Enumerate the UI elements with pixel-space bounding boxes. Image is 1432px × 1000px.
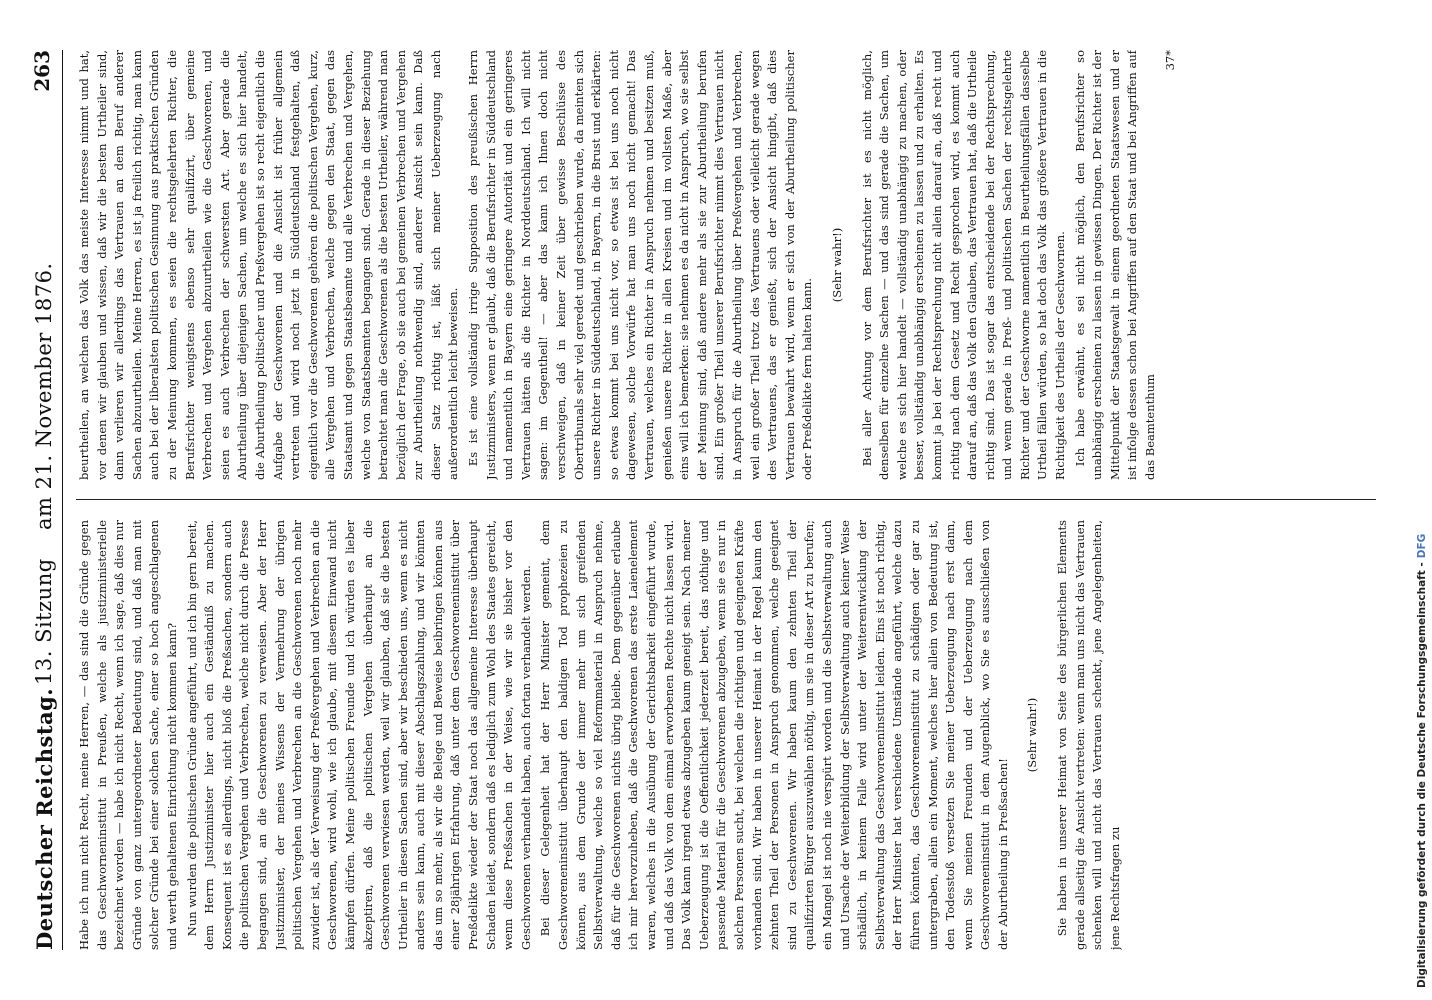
sitting-label: 13. Sitzung — [32, 558, 56, 685]
interjection: (Sehr wahr!) — [1025, 697, 1040, 773]
paragraph: Bei dieser Gelegenheit hat der Herr Minister gemeint, dem Geschworeneninstitut überhaupt den baldigen Tod prophezeien zu können, aus dem Grunde der immer mehr um sich greifenden Selbstverwaltung, welche so viel Reformmaterial in Anspruch nehme, daß für die Geschworenen nichts übrig bleibe. Dem gegenüber erlaube ich mir hervorzuheben, daß die Geschworenen das erste Laienelement waren, welches in die Ausübung der Gerichtsbarkeit eingeführt wurde, und daß das Volk von dem einmal erworbenen Rechte nicht lassen wird. Das Volk kann irgend etwas abzugeben kaum geneigt sein. Nach meiner Ueberzeugung ist die Oeffentlichkeit jederzeit bereit, das nöthige und passende Material für die Geschworenen abzugeben, wenn sie es nur in solchen Personen sucht, bei welchen die richtigen und geeigneten Kräfte vorhanden sind. Wir haben in unserer Heimat in der Regel kaum den zehnten Theil der Personen in Anspruch genommen, welche geeignet sind zu Geschworenen. Wir haben kaum den zehnten Theil der qualifizirten Bürger auszuwählen nöthig, um sie in dieser Art zu berufen; ein Mangel ist noch nie verspürt worden und die Selbstverwaltung auch und Ursache der Weiterbildung der Selbstverwaltung auch keiner Weise schädlich, in keinem Falle wird unter der Weiterentwicklung der Selbstverwaltung das Geschworeneninstitut leiden. Eins ist noch richtig, der Herr Minister hat verschiedene Umstände angeführt, welche dazu führen könnten, das Geschworeneninstitut zu schädigen oder gar zu untergraben, allein ein Moment, welches hier allein von Bedeutung ist, den Todesstoß versetzen Sie meiner Ueberzeugung nach erst dann, wenn Sie meinen Freunden und der Ueberzeugung nach dem Geschworeneninstitut in dem Augenblick, wo Sie es ausschließen von der Aburtheilung in Preßsachen! — [538, 520, 1010, 950]
paragraph: Habe ich nun nicht Recht, meine Herren, — das sind die Gründe gegen das Geschworneninstitut in Preußen, welche als justizministerielle bezeichnet worden — habe ich nicht Recht, wenn ich sage, daß dies nur Gründe von ganz untergeordneter Bedeutung sind, und daß man mit solcher Gründe bei einer solchen Sache, einer so hoch angeschlagenen und werth gehaltenen Einrichtung nicht kommen kann? — [77, 520, 179, 950]
paragraph: Sie haben in unserer Heimat von Seite des bürgerlichen Elements gerade allseitig die Ansicht vertreten: wenn man uns nicht das Vertrauen schenken will und nicht das Vertrauen schenkt, jene Angelegenheiten, jene Rechtsfragen zu — [1055, 520, 1122, 950]
left-column — [76, 520, 1376, 950]
paragraph: Nun wurden die politischen Gründe angeführt, und ich bin gern bereit, dem Herrn Justizminister hier auch ein Geständniß zu machen. Konsequent ist es allerdings, nicht bloß die Preßsachen, sondern auch die politischen Vergehen und Verbrechen, welche nicht durch die Presse begangen sind, an die Geschworenen zu verweisen. Aber der Herr Justizminister, der meines Wissens der Vermehrung der übrigen politischen Vergehen und Verbrechen an die Geschworenen noch mehr zuwider ist, als der Verweisung der Preßvergehen und Verbrechen an die Geschworenen, wird wohl, wie ich glaube, mit diesem Einwand nicht kämpfen dürfen. Meine politischen Freunde und ich würden es lieber akzeptiren, daß die politischen Vergehen überhaupt an die Geschworenen verwiesen werden, weil wir glauben, daß sie die besten Urtheiler in diesen Sachen sind, aber wir beschieden uns, wenn es nicht anders sein kann, auch mit dieser Abschlagszahlung, und wir könnten das um so mehr, als wir die Belege und Beweise beibringen können aus einer 28jährigen Erfahrung, daß unter dem Geschworeneninstitut über Preßdelikte wieder der Staat noch das allgemeine Interesse überhaupt Schaden leidet, sondern daß es lediglich zum Wohl des Staates gereicht, wenn diese Preßsachen in der Weise, wie wir sie bisher vor den Geschworenen verhandelt haben, auch fortan verhandelt werden. — [184, 520, 533, 950]
page-content — [20, 10, 1400, 970]
dfg-logo: DFG — [1416, 533, 1428, 559]
paragraph: beurtheilen, an welchen das Volk das meiste Interesse nimmt und hat, vor denen wir glauben und wissen, daß wir die besten Urtheiler sind, dann verlieren wir allerdings das Vertrauen an dem Beruf anderer Sachen abzuurtheilen. Meine Herren, es ist ja freilich richtig, man kann auch bei der liberalsten politischen Gesinnung aus praktischen Gründen zu der Meinung kommen, es seien die rechtsgelehrten Richter, die Berufsrichter wenigstens ebenso sehr qualifizirt, über gemeine Verbrechen und Vergehen abzuurtheilen wie die Geschworenen, und seien es auch Verbrechen der schwersten Art. Aber gerade die Aburtheilung über diejenigen Sachen, um welche es sich hier handelt, die Aburtheilung politischer und Preßvergehen ist so recht eigentlich die Aufgabe der Geschworenen und die Ansicht ist früher allgemein vertreten und wird noch jetzt in Süddeutschland festgehalten, daß eigentlich vor die Geschworenen gehören die politischen Vergehen, kurz, alle Vergehen und Verbrechen, welche gegen den Staat, gegen das Staatsamt und gegen Staatsbeamte und alle Verbrechen und Vergehen, welche von Staatsbeamten begangen sind. Gerade in dieser Beziehung betrachtet man die Geschworenen als die besten Urtheiler, während man bezüglich der Frage, ob sie auch bei gemeinen Verbrechen und Vergehen zur Aburtheilung nothwendig sind, anderer Ansicht sein kann. Daß dieser Satz richtig ist, läßt sich meiner Ueberzeugung nach außerordentlich leicht beweisen. — [77, 50, 461, 480]
running-header — [24, 50, 64, 950]
signature-mark: 37* — [1162, 50, 1177, 71]
header-rule — [62, 50, 63, 950]
funding-credit — [1407, 10, 1429, 990]
page-number: 263 — [30, 50, 54, 92]
publication-title: Deutscher Reichstag. — [32, 687, 57, 950]
paragraph: Ich habe erwähnt, es sei nicht möglich, den Berufsrichter so unabhängig erscheinen zu lassen in gewissen Dingen. Der Richter ist der Mittelpunkt der Staatsgewalt in einem geordneten Staatswesen und er ist infolge dessen schon bei Angriffen auf den Staat und bei Angriffen auf das Beamtenthum — [1072, 50, 1158, 480]
credit-text: Digitalisierung gefördert durch die Deutsche Forschungsgemeinschaft - — [1416, 562, 1428, 988]
right-column — [76, 50, 1376, 480]
credit-line — [1411, 8, 1432, 988]
sitting-date: am 21. November 1876. — [32, 262, 56, 530]
interjection: (Sehr wahr!) — [829, 227, 844, 303]
paragraph: Bei aller Achtung vor dem Berufsrichter ist es nicht möglich, denselben für einzelne Sachen — und das sind gerade die Sachen, um welche es sich hier handelt — vollständig unabhängig zu machen, oder besser, vollständig unabhängig erscheinen zu lassen und zu erhalten. Es kommt ja bei der Rechtsprechung nicht allein darauf an, daß recht und richtig nach dem Gesetz und Recht gesprochen wird, es kommt auch darauf an, daß das Volk den Glauben, das Vertrauen hat, daß die Urtheile richtig sind. Das ist sogar das entscheidende bei der Rechtsprechung, und wenn gerade in Preß- und politischen Sachen der rechtsgelehrte Richter und der Geschworne namentlich in Beurtheilungsfällen dasselbe Urtheil fällen würden, so hat doch das Volk das größere Vertrauen in die Richtigkeit des Urtheils der Geschwornen. — [859, 50, 1068, 480]
paragraph: Es ist eine vollständig irrige Supposition des preußischen Herrn Justizministers, wenn er glaubt, daß die Berufsrichter in Süddeutschland und namentlich in Bayern eine geringere Autorität und ein geringeres Vertrauen hätten als die Richter in Norddeutschland. Ich will nicht sagen: im Gegentheil! — aber das kann ich Ihnen doch nicht verschweigen, daß in keiner Zeit über gewisse Beschlüsse des Obertribunals sehr viel geredet und geschrieben wurde, da meinten sich unsere Richter in Süddeutschland, in Bayern, in die Brust und erklärten: so etwas kommt bei uns nicht vor, so etwas ist bei uns noch nicht dagewesen, solche Vorwürfe hat man uns noch nicht gemacht! Das Vertrauen, welches ein Richter in Anspruch nehmen und besitzen muß, genießen unsere Richter in allen Kreisen und im vollsten Maße, aber eins will ich bemerken: sie nehmen es da nicht in Anspruch, wo sie selbst der Meinung sind, daß andere mehr als sie zur Aburtheilung berufen sind. Ein großer Theil unserer Berufsrichter nimmt dies Vertrauen nicht in Anspruch für die Aburtheilung über Preßvergehen und Verbrechen, weil ein großer Theil trotz des Vertrauens oder vielleicht gerade wegen des Vertrauens, das er genießt, sich der Ansicht hingibt, daß dies Vertrauen bewahrt wird, wenn er sich von der Aburtheilung politischer oder Preßdelikte fern halten kann. — [466, 50, 815, 480]
column-divider — [76, 499, 1376, 500]
